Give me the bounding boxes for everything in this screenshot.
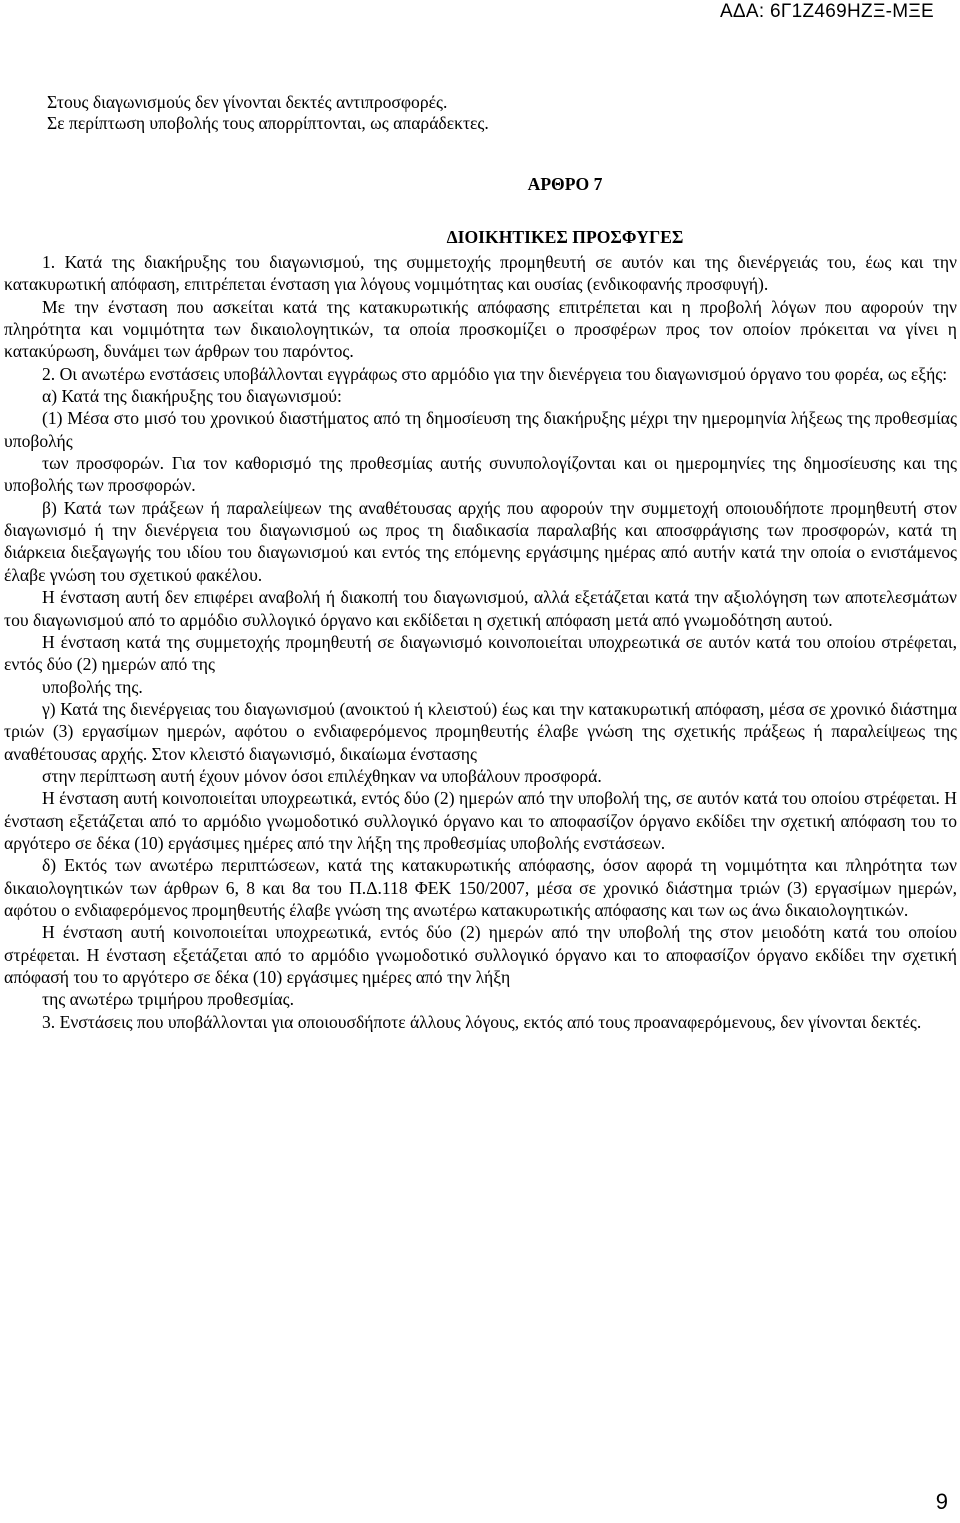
paragraph: Η ένσταση κατά της συμμετοχής προμηθευτή σε διαγωνισμό κοινοποιείται υποχρεωτικά σε αυτόν κατά του οποίου στρέφεται, εντός δύο (2) ημερών από της bbox=[4, 631, 957, 675]
article-number: ΑΡΘΡΟ 7 bbox=[527, 174, 603, 194]
paragraph: στην περίπτωση αυτή έχουν μόνον όσοι επιλέχθηκαν να υποβάλουν προσφορά. bbox=[42, 765, 602, 786]
article-body bbox=[4, 251, 957, 1033]
paragraph: (1) Μέσα στο μισό του χρονικού διαστήματος από τη δημοσίευση της διακήρυξης μέχρι την ημερομηνία λήξεως της προθεσμίας υποβολής bbox=[4, 408, 957, 451]
page-number: 9 bbox=[935, 1489, 948, 1514]
article-title: ΔΙΟΙΚΗΤΙΚΕΣ ΠΡΟΣΦΥΓΕΣ bbox=[446, 227, 684, 247]
paragraph: υποβολής της. bbox=[42, 676, 143, 697]
paragraph: 1. Κατά της διακήρυξης του διαγωνισμού, της συμμετοχής προμηθευτή σε αυτόν και της διενέργειάς του, έως και την κατακυρωτική απόφαση, επιτρέπεται ένσταση για λόγους νομιμότητας και ουσίας (ενδικοφανής προσφυγή). bbox=[4, 252, 957, 295]
paragraph: Η ένσταση αυτή δεν επιφέρει αναβολή ή διακοπή του διαγωνισμού, αλλά εξετάζεται κατά την αξιολόγηση των αποτελεσμάτων του διαγωνισμού από το αρμόδιο συλλογικό όργανο και εκδίδεται η σχετική απόφαση μετά από γνωμοδότηση αυτού. bbox=[4, 587, 957, 630]
paragraph: δ) Εκτός των ανωτέρω περιπτώσεων, κατά της κατακυρωτικής απόφασης, όσον αφορά τη νομιμότητα και πληρότητα των δικαιολογητικών των άρθρων 6, 8 και 8α του Π.Δ.118 ΦΕΚ 150/2007, μέσα σε χρονικό διάστημα τριών (3) εργασίμων ημερών, αφότου ο ενδιαφερόμενος προμηθευτής έλαβε γνώση της ανωτέρω κατακυρωτικής απόφασης και των ως άνω δικαιολογητικών. bbox=[4, 855, 957, 920]
paragraph: 2. Οι ανωτέρω ενστάσεις υποβάλλονται εγγράφως στο αρμόδιο για την διενέργεια του διαγωνισμού όργανο του φορέα, ως εξής: bbox=[42, 363, 948, 384]
paragraph: β) Κατά των πράξεων ή παραλείψεων της αναθέτουσας αρχής που αφορούν την συμμετοχή οποιουδήποτε προμηθευτή στον διαγωνισμό ή την διενέργεια του διαγωνισμού ως προς τη διαδικασία παραλαβής και αποσφράγισης των προσφορών, κατά τη διάρκεια διεξαγωγής του ιδίου του διαγωνισμού και εντός της επόμενης εργάσιμης ημέρας από αυτήν κατά την οποία ο ενιστάμενος έλαβε γνώση του σχετικού φακέλου. bbox=[4, 497, 957, 585]
paragraph: α) Κατά της διακήρυξης του διαγωνισμού: bbox=[42, 386, 342, 407]
intro-line: Σε περίπτωση υποβολής τους απορρίπτονται, ως απαράδεκτες. bbox=[47, 113, 489, 133]
paragraph: των προσφορών. Για τον καθορισμό της προθεσμίας αυτής συνυπολογίζονται και οι ημερομηνίες της δημοσίευσης και της υποβολής των προσφορών. bbox=[4, 453, 957, 496]
paragraph: Η ένσταση αυτή κοινοποιείται υποχρεωτικά, εντός δύο (2) ημερών από την υποβολή της, σε αυτόν κατά του οποίου στρέφεται. Η ένσταση εξετάζεται από το αρμόδιο γνωμοδοτικό συλλογικό όργανο και το αποφασίζον όργανο εκδίδει την σχετική απόφαση του το αργότερο σε δέκα (10) εργάσιμες ημέρες από την λήξη της προθεσμίας υποβολής ενστάσεων. bbox=[4, 788, 957, 853]
intro-text bbox=[47, 92, 489, 134]
paragraph: 3. Ενστάσεις που υποβάλλονται για οποιουσδήποτε άλλους λόγους, εκτός από τους προαναφερόμενους, δεν γίνονται δεκτές. bbox=[42, 1011, 922, 1032]
intro-line: Στους διαγωνισμούς δεν γίνονται δεκτές αντιπροσφορές. bbox=[47, 92, 448, 112]
paragraph: Με την ένσταση που ασκείται κατά της κατακυρωτικής απόφασης επιτρέπεται και η προβολή λόγων που αφορούν την πληρότητα και νομιμότητα των δικαιολογητικών, τα οποία προσκομίζει ο προσφέρων προς τον οποίον πρόκειται να γίνει η κατακύρωση, δυνάμει των άρθρων του παρόντος. bbox=[4, 296, 957, 362]
paragraph: Η ένσταση αυτή κοινοποιείται υποχρεωτικά, εντός δύο (2) ημερών από την υποβολή της στον μειοδότη κατά του οποίου στρέφεται. Η ένσταση εξετάζεται από το αρμόδιο γνωμοδοτικό συλλογικό όργανο και το αποφασίζον όργανο εκδίδει την σχετική απόφασή του το αργότερο σε δέκα (10) εργάσιμες ημέρες από την λήξη bbox=[4, 922, 957, 987]
paragraph: γ) Κατά της διενέργειας του διαγωνισμού (ανοικτού ή κλειστού) έως και την κατακυρωτική απόφαση, μέσα σε χρονικό διάστημα τριών (3) εργασίμων ημερών, αφότου ο ενδιαφερόμενος προμηθευτής έλαβε γνώση της σχετικής πράξεως ή παραλείψεως της αναθέτουσας αρχής. Στον κλειστό διαγωνισμό, δικαίωμα ένστασης bbox=[4, 698, 957, 764]
paragraph: της ανωτέρω τριμήρου προθεσμίας. bbox=[42, 989, 295, 1010]
ada-code: ΑΔΑ: 6Γ1Ζ469ΗΖΞ-ΜΞΕ bbox=[719, 1, 934, 22]
